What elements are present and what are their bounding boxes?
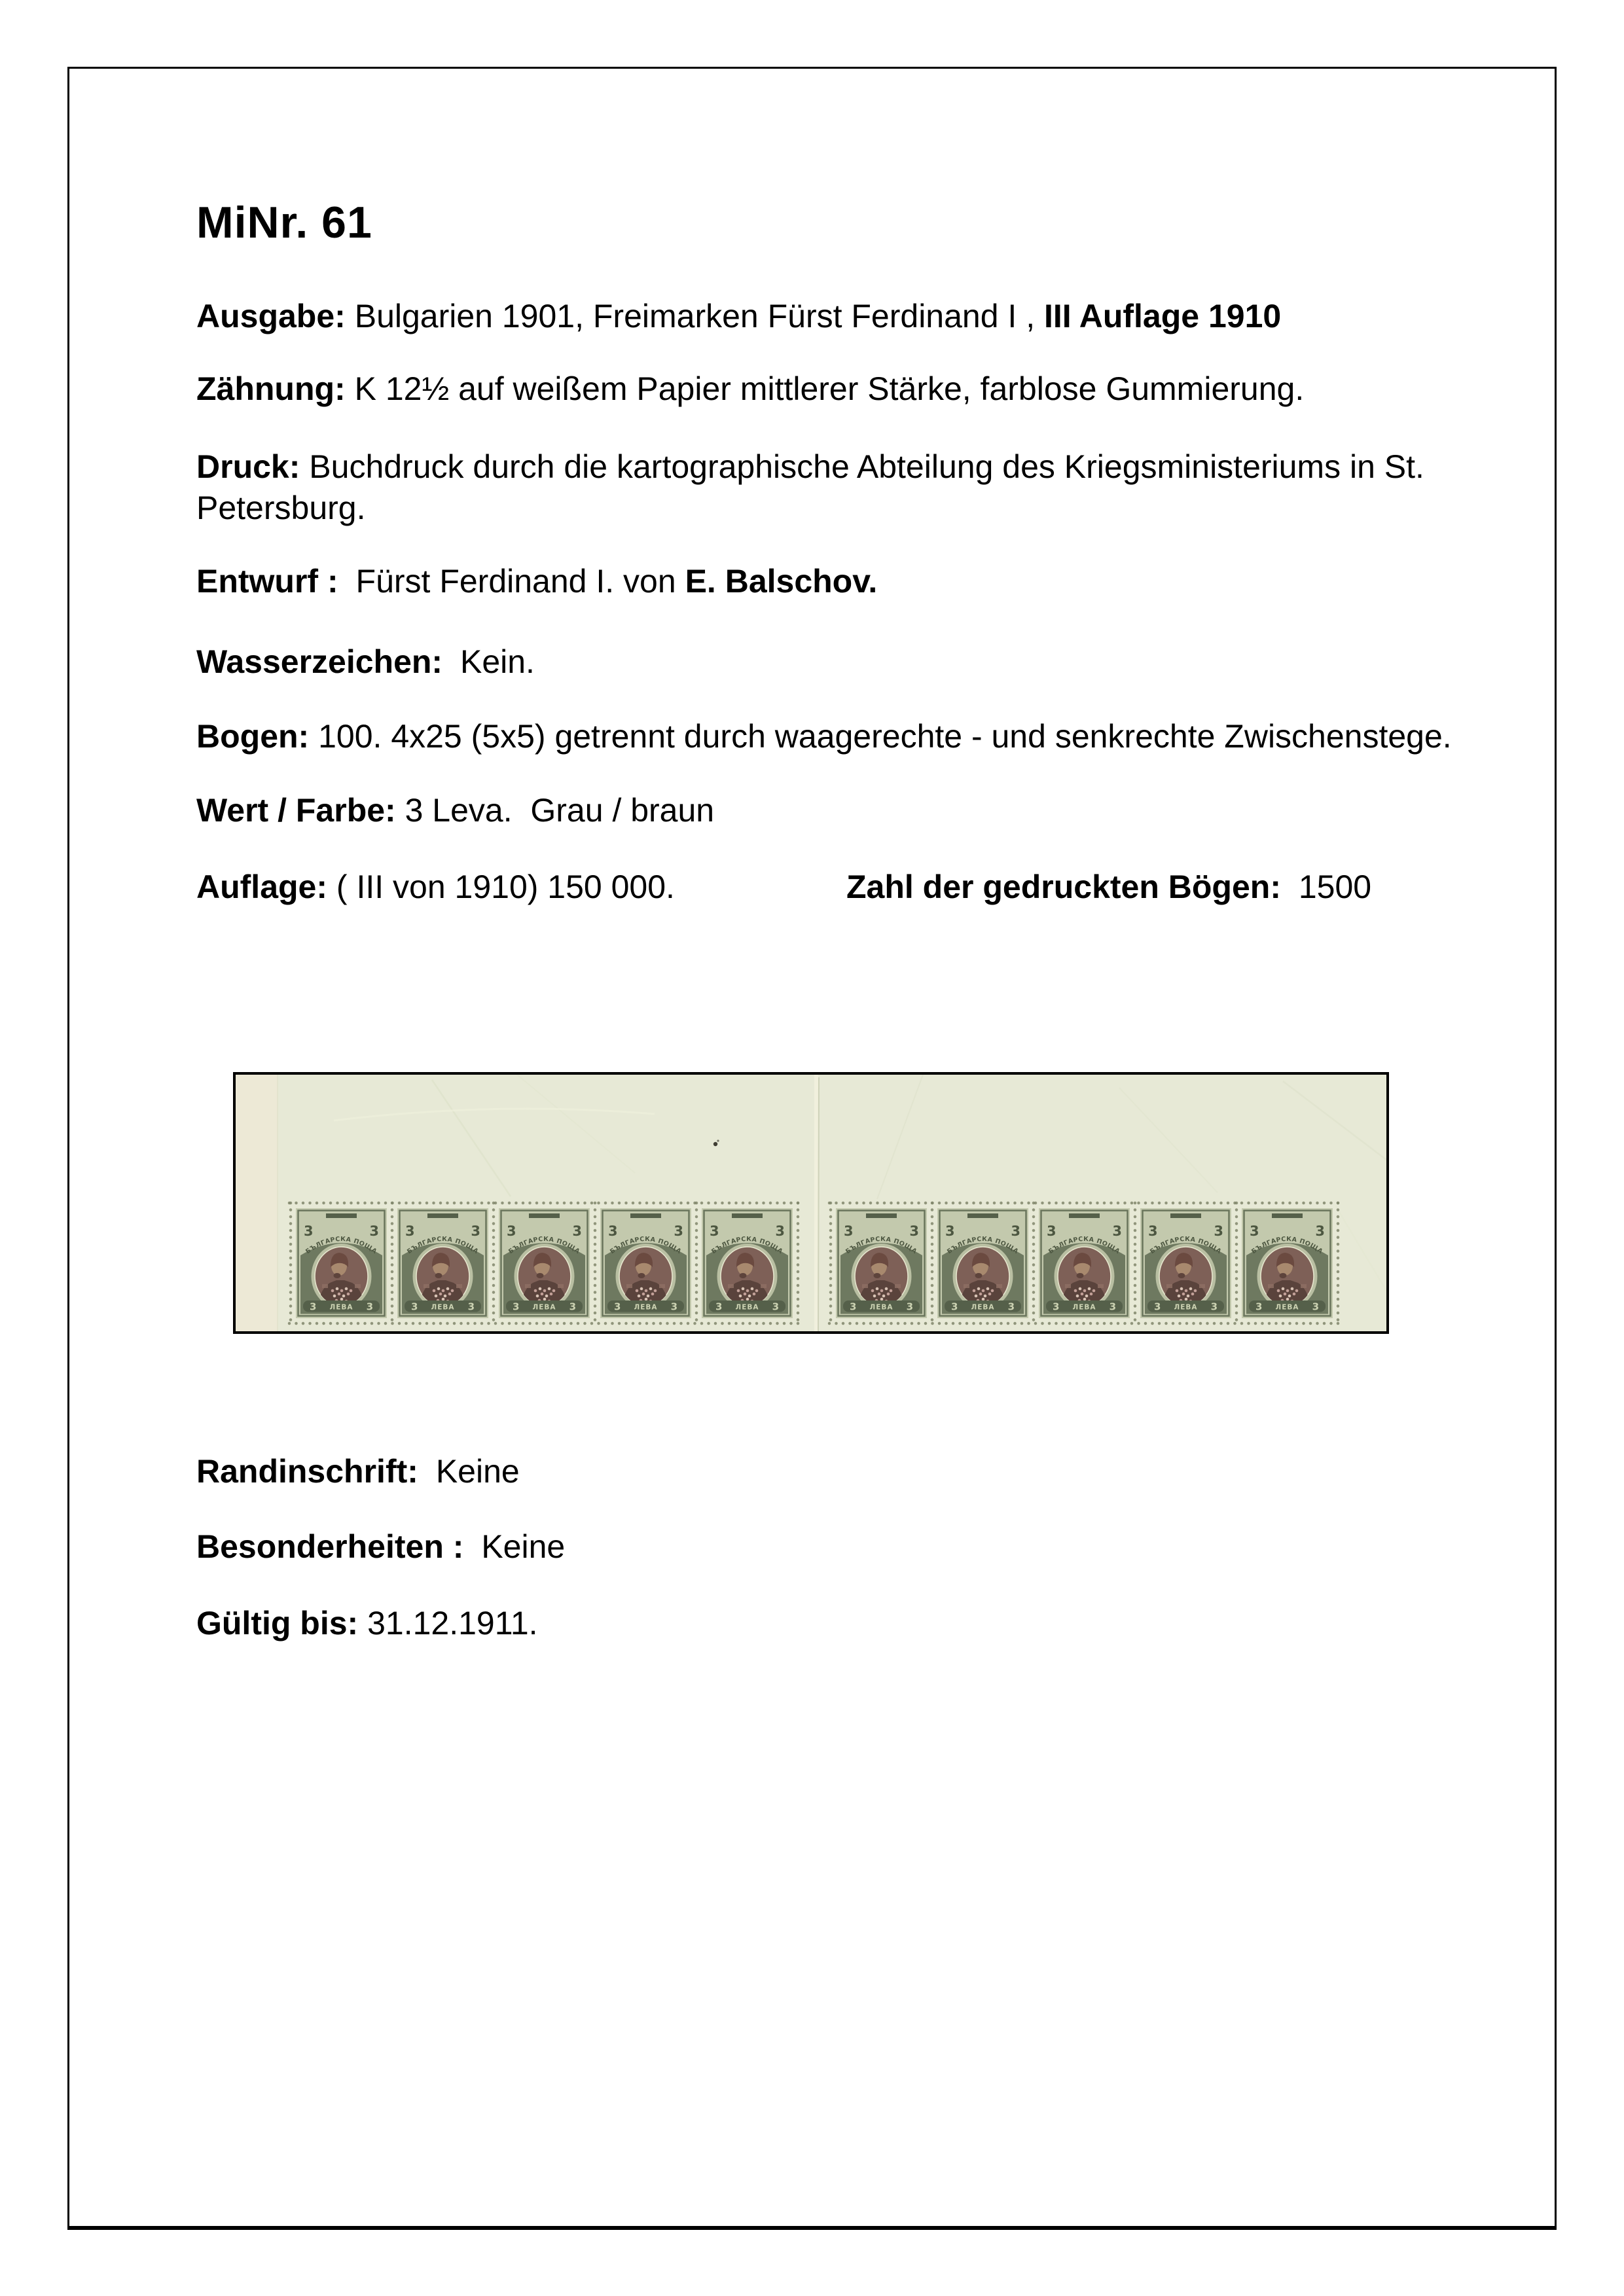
field-value: ( III von 1910) 150 000. (336, 869, 675, 905)
stamp (600, 1208, 691, 1318)
field-value: Keine (435, 1453, 520, 1490)
field-zahl-gedruckte-boegen (846, 867, 1371, 908)
field-randinschrift (196, 1451, 1479, 1492)
page-title: MiNr. 61 (196, 198, 372, 247)
field-ausgabe (196, 296, 1479, 337)
field-label: Zähnung: (196, 370, 346, 407)
field-value: Kein. (460, 643, 535, 680)
field-wasserzeichen (196, 641, 1479, 683)
field-value: 31.12.1911. (367, 1605, 538, 1641)
stamp (1140, 1208, 1231, 1318)
field-value: Fürst Ferdinand I. von (355, 563, 676, 600)
field-value: Keine (481, 1528, 566, 1565)
field-value-line2: Petersburg. (196, 490, 366, 526)
field-label: Besonderheiten : (196, 1528, 464, 1565)
field-label: Gültig bis: (196, 1605, 359, 1641)
stamp (499, 1208, 590, 1318)
field-label: Entwurf : (196, 563, 338, 600)
stamp-photo (233, 1072, 1389, 1334)
stamp (702, 1208, 793, 1318)
field-value: 3 Leva. Grau / braun (405, 792, 715, 829)
field-wert-farbe (196, 790, 1479, 831)
field-gueltig-bis (196, 1603, 1479, 1644)
field-entwurf (196, 561, 1479, 602)
stamp (296, 1208, 387, 1318)
stamp (836, 1208, 927, 1318)
field-label: Ausgabe: (196, 298, 346, 334)
stamp (397, 1208, 488, 1318)
stamp (1242, 1208, 1333, 1318)
field-label: Randinschrift: (196, 1453, 418, 1490)
field-label: Druck: (196, 448, 300, 485)
field-value: 1500 (1298, 869, 1372, 905)
field-label: Wasserzeichen: (196, 643, 443, 680)
field-value-bold: III Auflage 1910 (1044, 298, 1282, 334)
field-besonderheiten (196, 1526, 1479, 1568)
field-label: Wert / Farbe: (196, 792, 396, 829)
field-bogen (196, 716, 1479, 757)
field-value: 100. 4x25 (5x5) getrennt durch waagerechte - und senkrechte Zwischenstege. (318, 718, 1452, 755)
stamp (937, 1208, 1028, 1318)
field-value-bold: E. Balschov. (685, 563, 878, 600)
field-label: Zahl der gedruckten Bögen: (846, 869, 1281, 905)
field-auflage-row (196, 867, 1479, 908)
field-label: Bogen: (196, 718, 310, 755)
stamp (1039, 1208, 1130, 1318)
field-value: Buchdruck durch die kartographische Abteilung des Kriegsministeriums in St. (309, 448, 1424, 485)
field-value: Bulgarien 1901, Freimarken Fürst Ferdinand I , (354, 298, 1036, 334)
field-zaehnung (196, 368, 1479, 410)
field-label: Auflage: (196, 869, 327, 905)
field-value: K 12½ auf weißem Papier mittlerer Stärke, farblose Gummierung. (354, 370, 1305, 407)
field-druck (196, 446, 1479, 529)
stamp-strip-image (236, 1075, 1386, 1331)
